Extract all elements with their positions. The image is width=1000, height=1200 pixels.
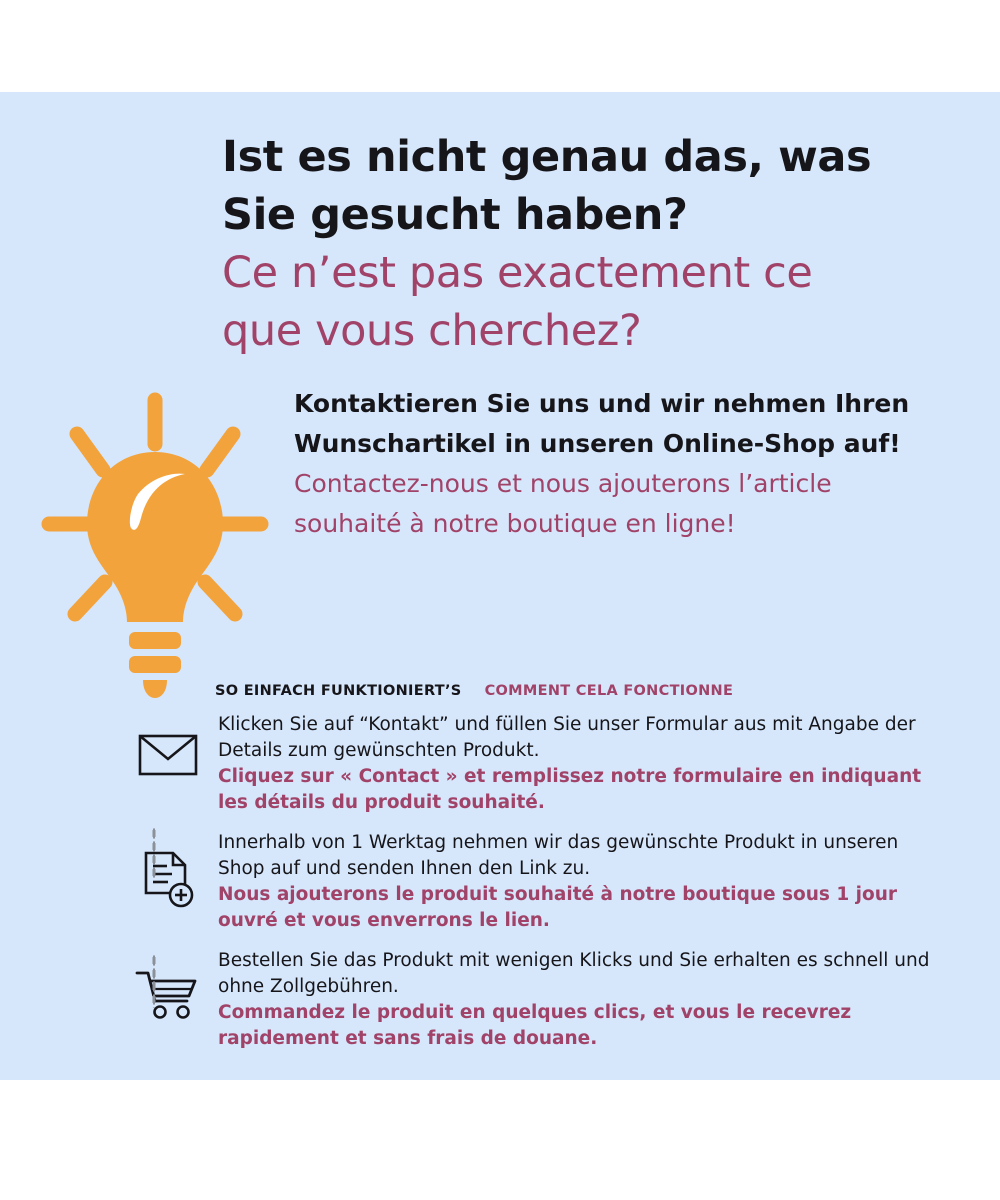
step-text: [218, 828, 948, 934]
headline-block: [222, 128, 962, 360]
how-it-works-title: [215, 680, 733, 699]
how-it-works-title-de: SO EINFACH FUNKTIONIERT’S: [215, 683, 462, 699]
headline-de-line2: Sie gesucht haben?: [222, 190, 688, 240]
step-text-fr: Commandez le produit en quelques clics, et vous le recevrez rapidement et sans frais de douane.: [218, 1002, 852, 1049]
step-text-fr: Nous ajouterons le produit souhaité à notre boutique sous 1 jour ouvré et vous enverrons le lien.: [218, 884, 897, 931]
step-connector-dots: [152, 954, 156, 1008]
shopping-cart-icon: [135, 968, 201, 1020]
step-icon-slot: [118, 828, 218, 910]
headline-fr-line1: Ce n’est pas exactement ce: [222, 248, 813, 298]
lightbulb-illustration: [35, 382, 275, 722]
step-item: [118, 946, 948, 1064]
headline-de-line1: Ist es nicht genau das, was: [222, 132, 872, 182]
step-text-de: Klicken Sie auf “Kontakt” und füllen Sie unser Formular aus mit Angabe der Details zum gewünschten Produkt.: [218, 714, 916, 761]
subhead-fr: Contactez-nous et nous ajouterons l’article souhaité à notre boutique en ligne!: [294, 469, 832, 538]
subhead-block: [294, 384, 924, 544]
step-text-de: Innerhalb von 1 Werktag nehmen wir das gewünschte Produkt in unseren Shop auf und senden Ihnen den Link zu.: [218, 832, 899, 879]
lightbulb-icon: [35, 382, 275, 722]
how-it-works-title-fr: COMMENT CELA FONCTIONNE: [484, 683, 734, 699]
document-add-icon: [140, 850, 196, 910]
step-item: [118, 710, 948, 828]
step-item: [118, 828, 948, 946]
step-connector-dots: [152, 827, 156, 881]
subhead-de: Kontaktieren Sie uns und wir nehmen Ihren Wunschartikel in unseren Online-Shop auf!: [294, 389, 910, 458]
step-text-de: Bestellen Sie das Produkt mit wenigen Klicks und Sie erhalten es schnell und ohne Zollgebühren.: [218, 950, 930, 997]
step-icon-slot: [118, 710, 218, 778]
promo-banner: [0, 92, 1000, 1080]
step-icon-slot: [118, 946, 218, 1020]
headline-fr-line2: que vous cherchez?: [222, 306, 642, 356]
step-text: [218, 946, 948, 1052]
envelope-icon: [137, 732, 199, 778]
steps-list: [118, 710, 948, 1064]
step-text: [218, 710, 948, 816]
step-text-fr: Cliquez sur « Contact » et remplissez notre formulaire en indiquant les détails du produit souhaité.: [218, 766, 922, 813]
